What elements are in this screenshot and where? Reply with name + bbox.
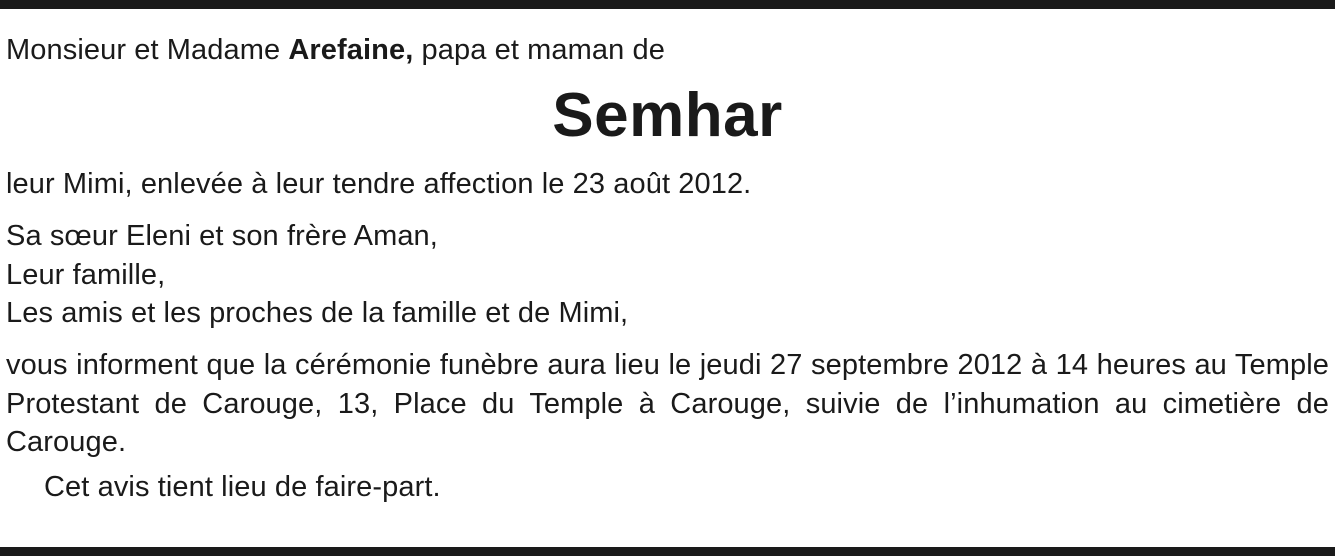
- parents-line: [6, 31, 1329, 70]
- family-list: [6, 217, 1329, 332]
- closing-line: Cet avis tient lieu de faire-part.: [44, 470, 441, 503]
- passing-line: leur Mimi, enlevée à leur tendre affection le 23 août 2012.: [6, 167, 752, 200]
- family-line: Leur famille,: [6, 258, 166, 291]
- family-line: Les amis et les proches de la famille et de Mimi,: [6, 296, 629, 329]
- ceremony-paragraph: vous informent que la cérémonie funèbre aura lieu le jeudi 27 septembre 2012 à 14 heures au Temple Protestant de Carouge, 13, Place du Temple à Carouge, suivie de l’inhumation au cimetière de Carouge.: [6, 349, 1329, 459]
- bottom-divider-rule: [0, 547, 1335, 556]
- parents-line-prefix: Monsieur et Madame: [6, 34, 289, 66]
- parents-line-suffix: papa et maman de: [413, 34, 665, 66]
- family-surname: Arefaine,: [288, 34, 414, 66]
- deceased-name: Semhar: [552, 80, 783, 150]
- family-line: Sa sœur Eleni et son frère Aman,: [6, 220, 438, 253]
- top-divider-rule: [0, 0, 1335, 9]
- notice-body: [0, 9, 1335, 556]
